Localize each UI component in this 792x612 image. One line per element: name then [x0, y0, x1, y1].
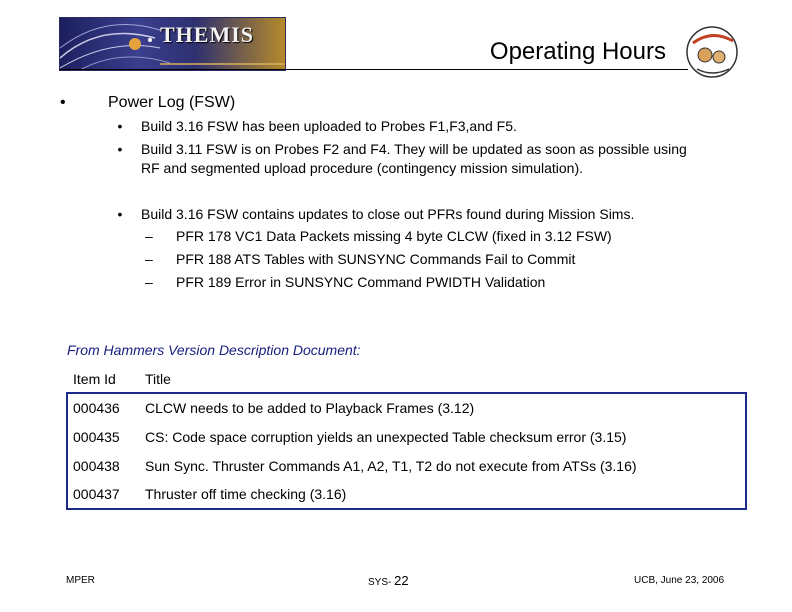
- bullet: •: [117, 141, 123, 157]
- footer-page: [368, 573, 409, 588]
- dash: –: [145, 251, 153, 267]
- topic-heading: Power Log (FSW): [108, 94, 236, 111]
- themis-logo: [59, 17, 286, 71]
- title-cell: Thruster off time checking (3.16): [145, 486, 347, 502]
- header-divider: [59, 69, 688, 70]
- source-note: From Hammers Version Description Document:: [67, 342, 361, 358]
- subpoint-text: PFR 178 VC1 Data Packets missing 4 byte CLCW (fixed in 3.12 FSW): [176, 228, 612, 244]
- point-text: Build 3.16 FSW has been uploaded to Probes F1,F3,and F5.: [141, 118, 517, 134]
- point-text-line-2: RF and segmented upload procedure (contingency mission simulation).: [141, 160, 584, 176]
- title-cell: Sun Sync. Thruster Commands A1, A2, T1, T2 do not execute from ATSs (3.16): [145, 458, 637, 474]
- topic-bullet: •: [60, 94, 66, 111]
- mission-patch-icon: [685, 25, 740, 80]
- item-id-cell: 000435: [73, 429, 120, 445]
- dash: –: [145, 274, 153, 290]
- bullet: •: [117, 118, 123, 134]
- column-header-item-id: Item Id: [73, 371, 116, 387]
- bullet: •: [117, 206, 123, 222]
- footer-page-number: 22: [394, 573, 409, 588]
- subpoint-text: PFR 189 Error in SUNSYNC Command PWIDTH Validation: [176, 274, 546, 290]
- column-header-title: Title: [145, 371, 171, 387]
- title-cell: CS: Code space corruption yields an unexpected Table checksum error (3.15): [145, 429, 627, 445]
- title-cell: CLCW needs to be added to Playback Frames (3.12): [145, 400, 475, 416]
- item-id-cell: 000437: [73, 486, 120, 502]
- point-text-line-1: Build 3.11 FSW is on Probes F2 and F4. They will be updated as soon as possible using: [141, 141, 687, 157]
- logo-wordmark: THEMIS: [160, 22, 255, 47]
- dash: –: [145, 228, 153, 244]
- footer-right: UCB, June 23, 2006: [634, 575, 725, 586]
- footer-page-prefix: SYS-: [368, 577, 395, 588]
- slide-title: Operating Hours: [489, 38, 666, 65]
- point-text: Build 3.16 FSW contains updates to close out PFRs found during Mission Sims.: [141, 206, 635, 222]
- item-id-cell: 000438: [73, 458, 120, 474]
- item-id-cell: 000436: [73, 400, 120, 416]
- subpoint-text: PFR 188 ATS Tables with SUNSYNC Commands Fail to Commit: [176, 251, 576, 267]
- footer-left: MPER: [66, 575, 95, 586]
